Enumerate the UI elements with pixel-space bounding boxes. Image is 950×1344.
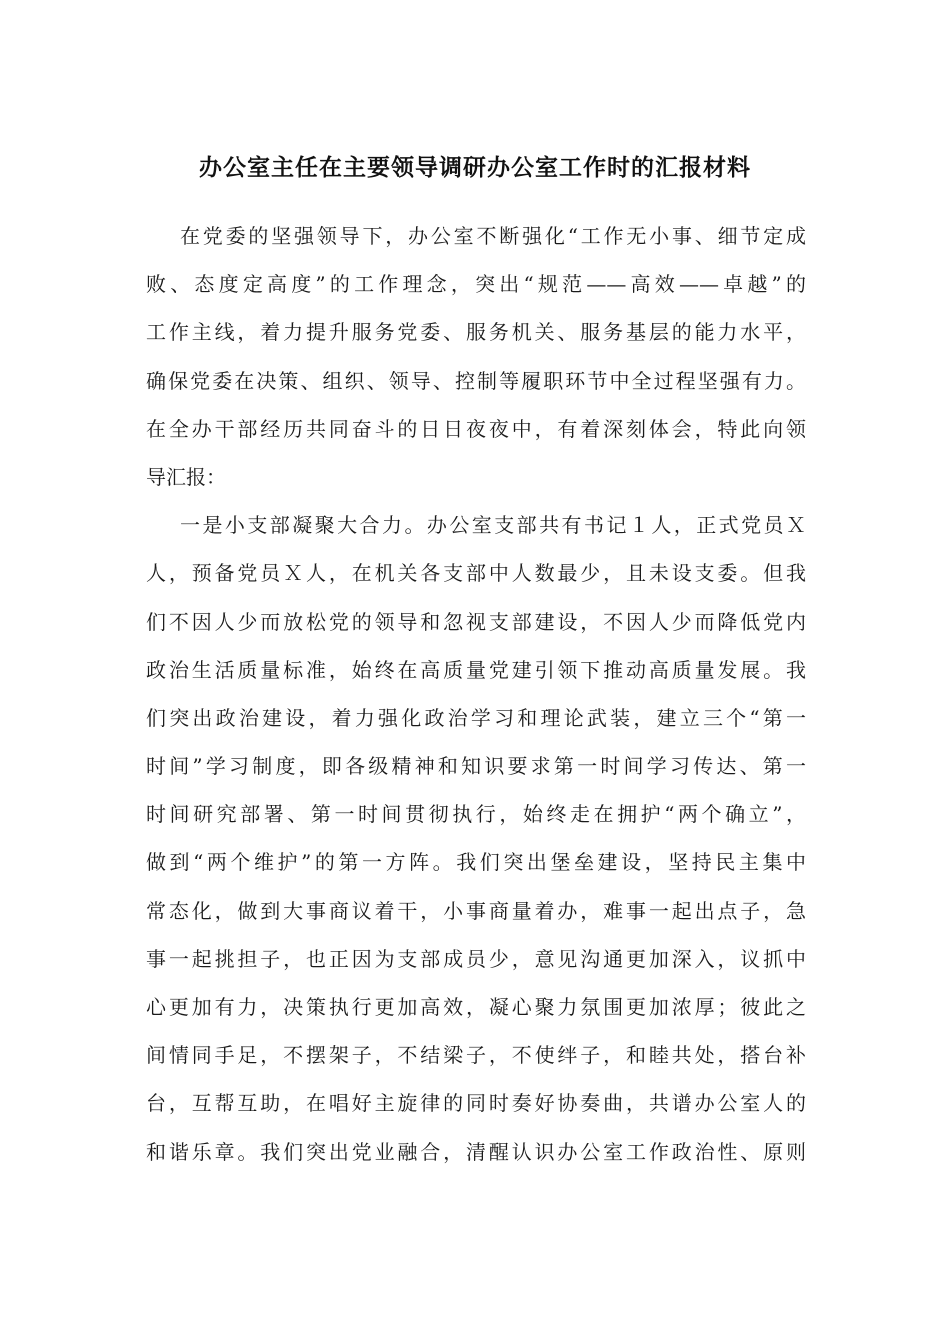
text-line: 常态化，做到大事商议着干，小事商量着办，难事一起出点子，急 [146, 898, 806, 923]
text-line: 做到“两个维护”的第一方阵。我们突出堡垒建设，坚持民主集中 [146, 850, 806, 875]
text-line: 工作主线，着力提升服务党委、服务机关、服务基层的能力水平， [146, 320, 806, 345]
text-line: 心更加有力，决策执行更加高效，凝心聚力氛围更加浓厚；彼此之 [146, 995, 806, 1019]
text-line: 时间研究部署、第一时间贯彻执行，始终走在拥护“两个确立”， [146, 802, 806, 827]
text-line: 时间”学习制度，即各级精神和知识要求第一时间学习传达、第一 [146, 754, 806, 779]
text-line: 政治生活质量标准，始终在高质量党建引领下推动高质量发展。我 [146, 657, 806, 682]
text-line: 在全办干部经历共同奋斗的日日夜夜中，有着深刻体会，特此向领 [146, 416, 806, 441]
paragraph-point-one [146, 507, 806, 1169]
text-line: 事一起挑担子，也正因为支部成员少，意见沟通更加深入，议抓中 [146, 946, 806, 971]
text-line: 确保党委在决策、组织、领导、控制等履职环节中全过程坚强有力。 [146, 368, 806, 393]
text-line: 们突出政治建设，着力强化政治学习和理论武装，建立三个“第一 [146, 705, 806, 730]
text-line: 导汇报： [146, 464, 226, 489]
text-line: 一是小支部凝聚大合力。办公室支部共有书记１人，正式党员Ｘ [180, 513, 806, 538]
document-body [146, 218, 806, 1182]
text-line: 人，预备党员Ｘ人，在机关各支部中人数最少，且未设支委。但我 [146, 561, 806, 586]
paragraph-intro [146, 218, 806, 495]
text-line: 败、态度定高度”的工作理念，突出“规范——高效——卓越”的 [146, 272, 806, 297]
text-line: 和谐乐章。我们突出党业融合，清醒认识办公室工作政治性、原则 [146, 1139, 806, 1164]
document-title: 办公室主任在主要领导调研办公室工作时的汇报材料 [199, 155, 751, 181]
text-line: 在党委的坚强领导下，办公室不断强化“工作无小事、细节定成 [180, 224, 806, 248]
text-line: 们不因人少而放松党的领导和忽视支部建设，不因人少而降低党内 [146, 609, 806, 634]
text-line: 台，互帮互助，在唱好主旋律的同时奏好协奏曲，共谱办公室人的 [146, 1091, 806, 1116]
text-line: 间情同手足，不摆架子，不结梁子，不使绊子，和睦共处，搭台补 [146, 1043, 806, 1068]
